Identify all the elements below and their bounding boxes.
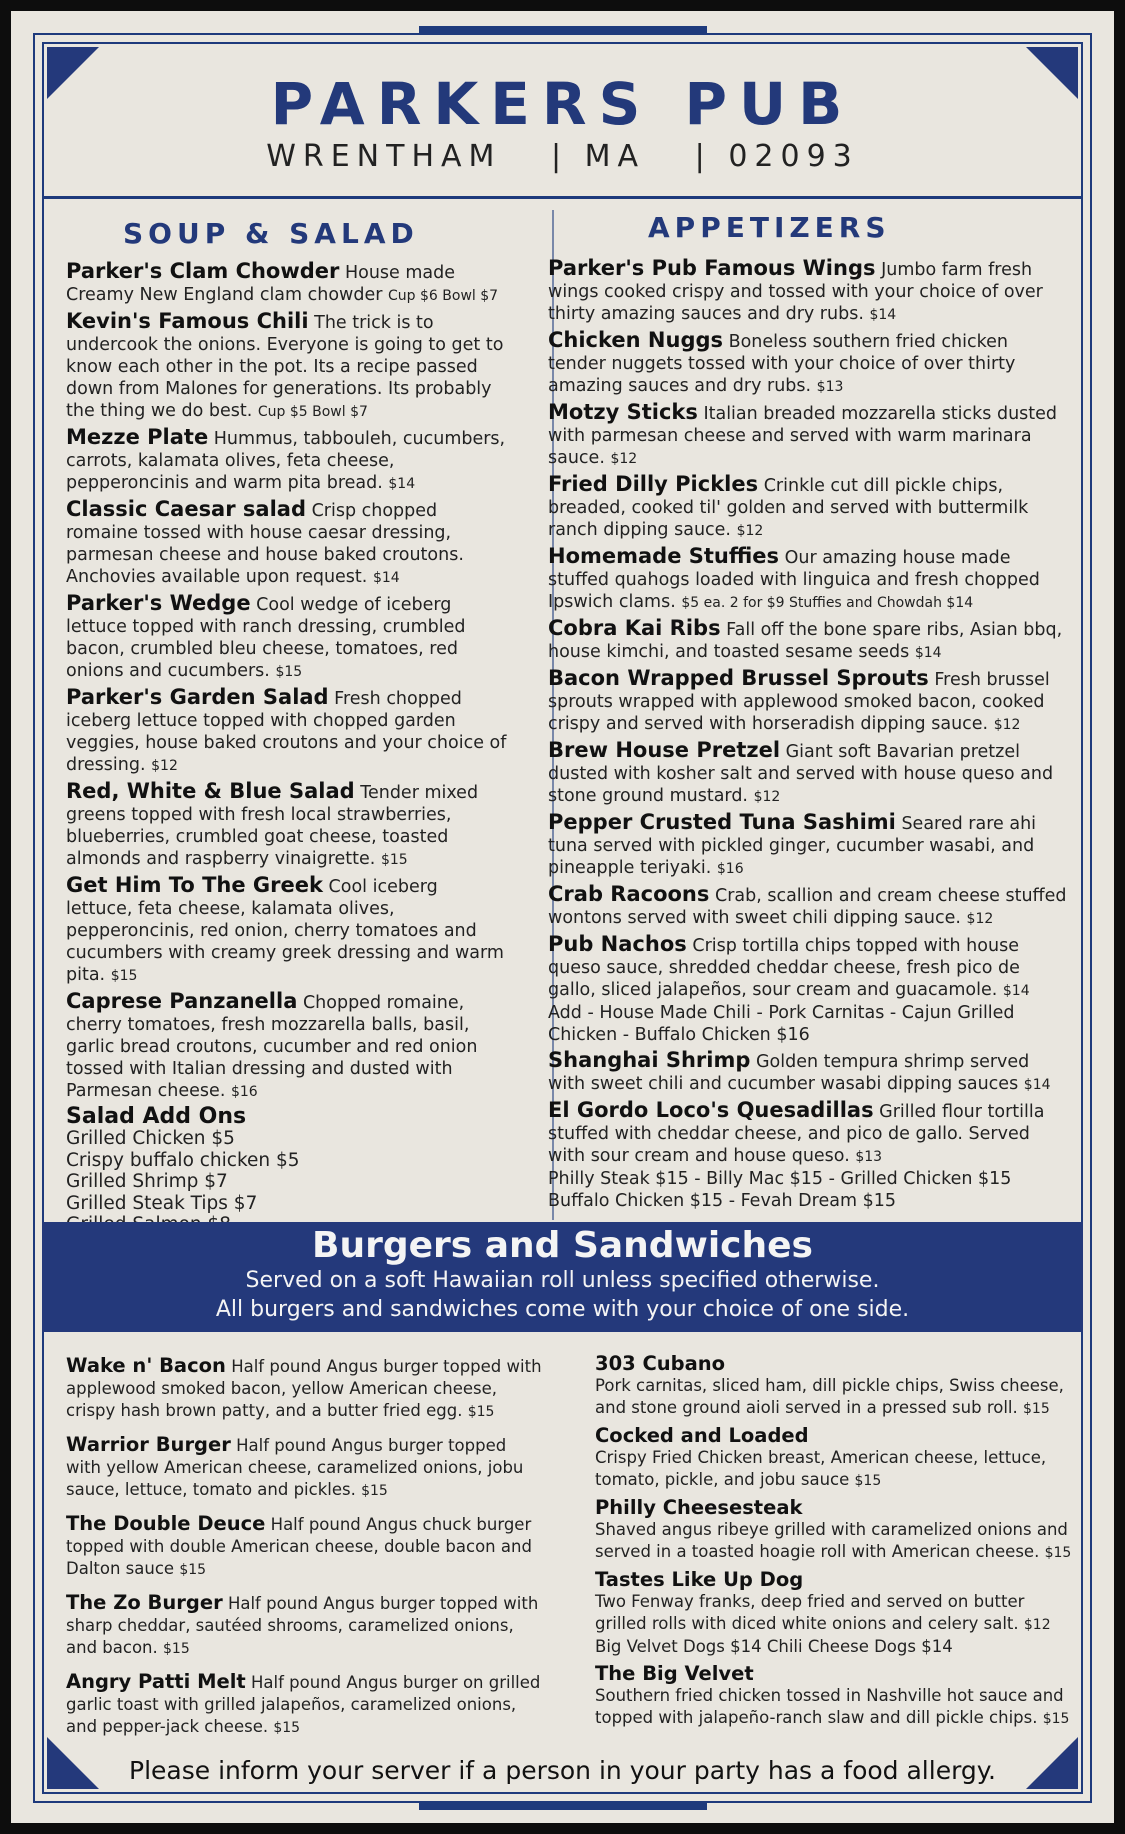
- menu-item: [66, 686, 509, 777]
- menu-item: [548, 1049, 1068, 1096]
- item-price: $15: [1044, 1545, 1072, 1561]
- item-name: Pub Nachos: [548, 932, 687, 956]
- burgers-subtitle-1: Served on a soft Hawaiian roll unless specified otherwise.: [245, 1268, 880, 1293]
- item-price: $12: [610, 451, 638, 467]
- menu-item: [595, 1569, 1073, 1658]
- restaurant-name: PARKERS PUB: [270, 70, 855, 138]
- item-description: Italian breaded mozzarella sticks dusted with parmesan cheese and served with warm marinara sauce.: [548, 404, 1058, 468]
- item-name: Tastes Like Up Dog: [595, 1568, 804, 1591]
- item-price: Cup $6 Bowl $7: [388, 288, 499, 304]
- frame-outer-left: [33, 33, 35, 1803]
- item-name: El Gordo Loco's Quesadillas: [548, 1098, 874, 1122]
- menu-item: [548, 933, 1068, 1046]
- item-price: $16: [230, 1084, 258, 1100]
- menu-item: [548, 329, 1068, 398]
- item-price: $15: [380, 852, 408, 868]
- item-description: Crispy Fried Chicken breast, American cheese, lettuce, tomato, pickle, and jobu sauce: [595, 1448, 1047, 1489]
- menu-item: [66, 1355, 544, 1423]
- item-price: $14: [869, 307, 897, 323]
- item-name: Pepper Crusted Tuna Sashimi: [548, 810, 896, 834]
- menu-item: [66, 780, 509, 871]
- item-price: $14: [372, 570, 400, 586]
- item-description: Boneless southern fried chicken tender nuggets tossed with your choice of over thirty amazing sauces and dry rubs.: [548, 332, 1016, 396]
- item-description: Half pound Angus chuck burger topped with double American cheese, double bacon and Dalton sauce: [66, 1515, 532, 1578]
- addon-item: Grilled Shrimp $7: [66, 1171, 228, 1193]
- item-description: Grilled flour tortilla stuffed with cheddar cheese, and pico de gallo. Served with sour cream and house queso.: [548, 1102, 1045, 1166]
- menu-item: [548, 545, 1068, 614]
- item-price: $12: [151, 758, 178, 774]
- menu-item: [66, 990, 509, 1103]
- menu-item: [66, 426, 509, 495]
- item-name: Shanghai Shrimp: [548, 1048, 751, 1072]
- item-name: Red, White & Blue Salad: [66, 779, 355, 803]
- menu-item: [595, 1353, 1073, 1420]
- item-price: $16: [716, 861, 744, 877]
- soup-salad-column: [66, 260, 509, 1258]
- item-price: $14: [388, 476, 416, 492]
- menu-item: [66, 874, 509, 987]
- menu-item: [66, 1671, 544, 1739]
- item-price: $15: [1042, 1711, 1070, 1727]
- addon-item: Grilled Steak Tips $7: [66, 1192, 258, 1214]
- item-price: $14: [1023, 1077, 1051, 1093]
- item-price: $5 ea. 2 for $9 Stuffies and Chowdah $14: [681, 595, 974, 611]
- menu-item: [66, 310, 509, 423]
- menu-item: [548, 401, 1068, 470]
- item-price: $15: [163, 1641, 190, 1657]
- item-description: Half pound Angus burger topped with applewood smoked bacon, yellow American cheese, crispy hash brown patty, and a butter fried egg.: [66, 1357, 542, 1420]
- item-name: Fried Dilly Pickles: [548, 472, 759, 496]
- item-description: Golden tempura shrimp served with sweet chili and cucumber wasabi dipping sauces: [548, 1052, 1030, 1094]
- item-price: $15: [467, 1404, 495, 1420]
- item-price: $14: [914, 645, 942, 661]
- item-price: $15: [110, 968, 138, 984]
- item-description: Fresh brussel sprouts wrapped with applewood smoked bacon, cooked crispy and served with horseradish dipping sauce.: [548, 670, 1050, 734]
- item-extras: Add - House Made Chili - Pork Carnitas - Cajun Grilled Chicken - Buffalo Chicken $16: [548, 1003, 1015, 1045]
- item-price: Cup $5 Bowl $7: [257, 404, 368, 420]
- appetizers-column: [548, 257, 1068, 1215]
- item-name: Classic Caesar salad: [66, 497, 306, 521]
- item-description: Seared rare ahi tuna served with pickled ginger, cucumber wasabi, and pineapple teriyaki.: [548, 814, 1037, 878]
- frame-inner-right: [1081, 42, 1083, 1794]
- frame-outer-right: [1090, 33, 1092, 1803]
- item-name: Brew House Pretzel: [548, 738, 781, 762]
- item-name: Get Him To The Greek: [66, 873, 323, 897]
- burgers-subtitle-2: All burgers and sandwiches come with your choice of one side.: [215, 1297, 910, 1322]
- menu-item: [548, 257, 1068, 326]
- item-description: Crisp chopped romaine tossed with house caesar dressing, parmesan cheese and house baked croutons. Anchovies available upon request.: [66, 501, 464, 587]
- item-price: $12: [993, 717, 1021, 733]
- item-description: Tender mixed greens topped with fresh local strawberries, blueberries, crumbled goat cheese, toasted almonds and raspberry vinaigrette.: [66, 783, 479, 869]
- item-name: The Big Velvet: [595, 1662, 754, 1685]
- item-price: $12: [753, 789, 781, 805]
- item-description: Crisp tortilla chips topped with house queso sauce, shredded cheddar cheese, fresh pico de gallo, sliced jalapeños, sour cream and guacamole.: [548, 936, 1020, 1000]
- item-description: Half pound Angus burger topped with sharp cheddar, sautéed shrooms, caramelized onions, and bacon.: [66, 1594, 539, 1657]
- item-price: $12: [1023, 1617, 1051, 1633]
- item-name: Bacon Wrapped Brussel Sprouts: [548, 666, 929, 690]
- item-price: $15: [273, 1720, 301, 1736]
- menu-item: [66, 498, 509, 589]
- item-price: $15: [361, 1483, 388, 1499]
- menu-item: [595, 1425, 1073, 1492]
- burgers-heading: Burgers and Sandwiches: [312, 1225, 813, 1266]
- item-name: Parker's Wedge: [66, 591, 251, 615]
- item-description: Southern fried chicken tossed in Nashville hot sauce and topped with jalapeño-ranch slaw and dill pickle chips.: [595, 1686, 1064, 1727]
- bottom-center-bar: [419, 1801, 707, 1810]
- frame-inner-top: [42, 42, 1083, 44]
- item-name: Angry Patti Melt: [66, 1670, 246, 1693]
- item-name: Parker's Pub Famous Wings: [548, 256, 876, 280]
- item-name: Wake n' Bacon: [66, 1354, 226, 1377]
- item-description: Jumbo farm fresh wings cooked crispy and tossed with your choice of over thirty amazing sauces and dry rubs.: [548, 260, 1043, 324]
- addon-item: Grilled Chicken $5: [66, 1128, 235, 1149]
- item-description: Crab, scallion and cream cheese stuffed wontons served with sweet chili dipping sauce.: [548, 886, 1067, 928]
- item-description: Giant soft Bavarian pretzel dusted with kosher salt and served with house queso and stone ground mustard.: [548, 742, 1054, 806]
- item-description: Hummus, tabbouleh, cucumbers, carrots, kalamata olives, feta cheese, pepperoncinis and warm pita bread.: [66, 429, 506, 493]
- item-name: Warrior Burger: [66, 1433, 231, 1456]
- menu-item: [548, 1099, 1068, 1212]
- item-description: Cool iceberg lettuce, feta cheese, kalamata olives, pepperoncinis, red onion, cherry tomatoes and cucumbers with creamy greek dressing and warm pita.: [66, 877, 504, 985]
- item-description: Fall off the bone spare ribs, Asian bbq, house kimchi, and toasted sesame seeds: [548, 620, 1063, 662]
- menu-item: [548, 473, 1068, 542]
- item-price: $15: [854, 1473, 882, 1489]
- frame-inner-bottom: [42, 1792, 1083, 1794]
- addon-item: Crispy buffalo chicken $5: [66, 1149, 300, 1171]
- item-price: $12: [736, 523, 764, 539]
- menu-item: [548, 617, 1068, 664]
- menu-page: [11, 11, 1114, 1823]
- item-description: The trick is to undercook the onions. Everyone is going to get to know each other in the pot. Its a recipe passed down from Malones for generations. Its probably the thing we do best.: [66, 313, 504, 421]
- item-price: $15: [1023, 1401, 1050, 1417]
- restaurant-location: WRENTHAM | MA | 02093: [266, 139, 859, 174]
- item-name: Mezze Plate: [66, 425, 209, 449]
- menu-item: [66, 260, 509, 307]
- item-name: Philly Cheesesteak: [595, 1496, 803, 1519]
- item-price: $14: [1002, 983, 1030, 999]
- item-description: Half pound Angus burger on grilled garlic toast with grilled jalapeños, caramelized onions, and pepper-jack cheese.: [66, 1673, 541, 1736]
- item-extras: Big Velvet Dogs $14 Chili Cheese Dogs $14: [595, 1637, 953, 1656]
- frame-inner-left: [42, 42, 44, 1794]
- item-name: Parker's Clam Chowder: [66, 259, 340, 283]
- item-name: The Zo Burger: [66, 1591, 223, 1614]
- addons-heading: Salad Add Ons: [66, 1104, 247, 1129]
- item-name: Homemade Stuffies: [548, 544, 780, 568]
- menu-item: [66, 1513, 544, 1581]
- item-price: $13: [855, 1149, 883, 1165]
- item-price: $15: [179, 1562, 207, 1578]
- item-name: Crab Racoons: [548, 882, 710, 906]
- menu-item: [548, 739, 1068, 808]
- item-description: Crinkle cut dill pickle chips, breaded, cooked til' golden and served with buttermilk ranch dipping sauce.: [548, 476, 1029, 540]
- item-description: Chopped romaine, cherry tomatoes, fresh mozzarella balls, basil, garlic bread croutons, cucumber and red onion tossed with Italian dressing and dusted with Parmesan cheese.: [66, 993, 478, 1101]
- item-name: Parker's Garden Salad: [66, 685, 329, 709]
- soup-salad-heading: SOUP & SALAD: [123, 217, 419, 250]
- header-divider: [42, 196, 1083, 199]
- item-description: Pork carnitas, sliced ham, dill pickle chips, Swiss cheese, and stone ground aioli served in a pressed sub roll.: [595, 1376, 1064, 1417]
- appetizers-heading: APPETIZERS: [648, 211, 891, 244]
- item-price: $15: [275, 664, 303, 680]
- item-name: Chicken Nuggs: [548, 328, 724, 352]
- menu-item: [548, 883, 1068, 930]
- item-description: Fresh chopped iceberg lettuce topped with chopped garden veggies, house baked croutons and your choice of dressing.: [66, 689, 507, 775]
- item-description: Shaved angus ribeye grilled with caramelized onions and served in a toasted hoagie roll with American cheese.: [595, 1520, 1068, 1561]
- item-name: 303 Cubano: [595, 1352, 726, 1375]
- menu-item: [66, 1434, 544, 1502]
- item-price: $13: [816, 379, 844, 395]
- item-description: Our amazing house made stuffed quahogs loaded with linguica and fresh chopped Ipswich clams.: [548, 548, 1040, 612]
- burgers-left-column: [66, 1355, 544, 1750]
- item-description: House made Creamy New England clam chowder: [66, 263, 456, 305]
- item-description: Half pound Angus burger topped with yellow American cheese, caramelized onions, jobu sauce, lettuce, tomato and pickles.: [66, 1436, 524, 1499]
- item-name: Caprese Panzanella: [66, 989, 298, 1013]
- burgers-banner: [42, 1222, 1083, 1332]
- menu-item: [548, 811, 1068, 880]
- menu-item: [548, 667, 1068, 736]
- item-extras: Philly Steak $15 - Billy Mac $15 - Grilled Chicken $15 Buffalo Chicken $15 - Fevah Dream $15: [548, 1169, 1012, 1211]
- top-center-bar: [419, 26, 707, 35]
- menu-item: [595, 1497, 1073, 1564]
- menu-item: [66, 1592, 544, 1660]
- item-name: Motzy Sticks: [548, 400, 698, 424]
- item-description: Two Fenway franks, deep fried and served on butter grilled rolls with diced white onions and celery salt.: [595, 1592, 1025, 1633]
- item-name: Kevin's Famous Chili: [66, 309, 309, 333]
- item-name: Cocked and Loaded: [595, 1424, 809, 1447]
- menu-item: [66, 592, 509, 683]
- menu-item: [595, 1663, 1073, 1730]
- item-description: Cool wedge of iceberg lettuce topped with ranch dressing, crumbled bacon, crumbled bleu cheese, tomatoes, red onions and cucumbers.: [66, 595, 466, 681]
- item-price: $12: [966, 911, 994, 927]
- allergy-notice: Please inform your server if a person in your party has a food allergy.: [129, 1756, 996, 1785]
- item-name: The Double Deuce: [66, 1512, 266, 1535]
- item-name: Cobra Kai Ribs: [548, 616, 721, 640]
- burgers-right-column: [595, 1353, 1073, 1735]
